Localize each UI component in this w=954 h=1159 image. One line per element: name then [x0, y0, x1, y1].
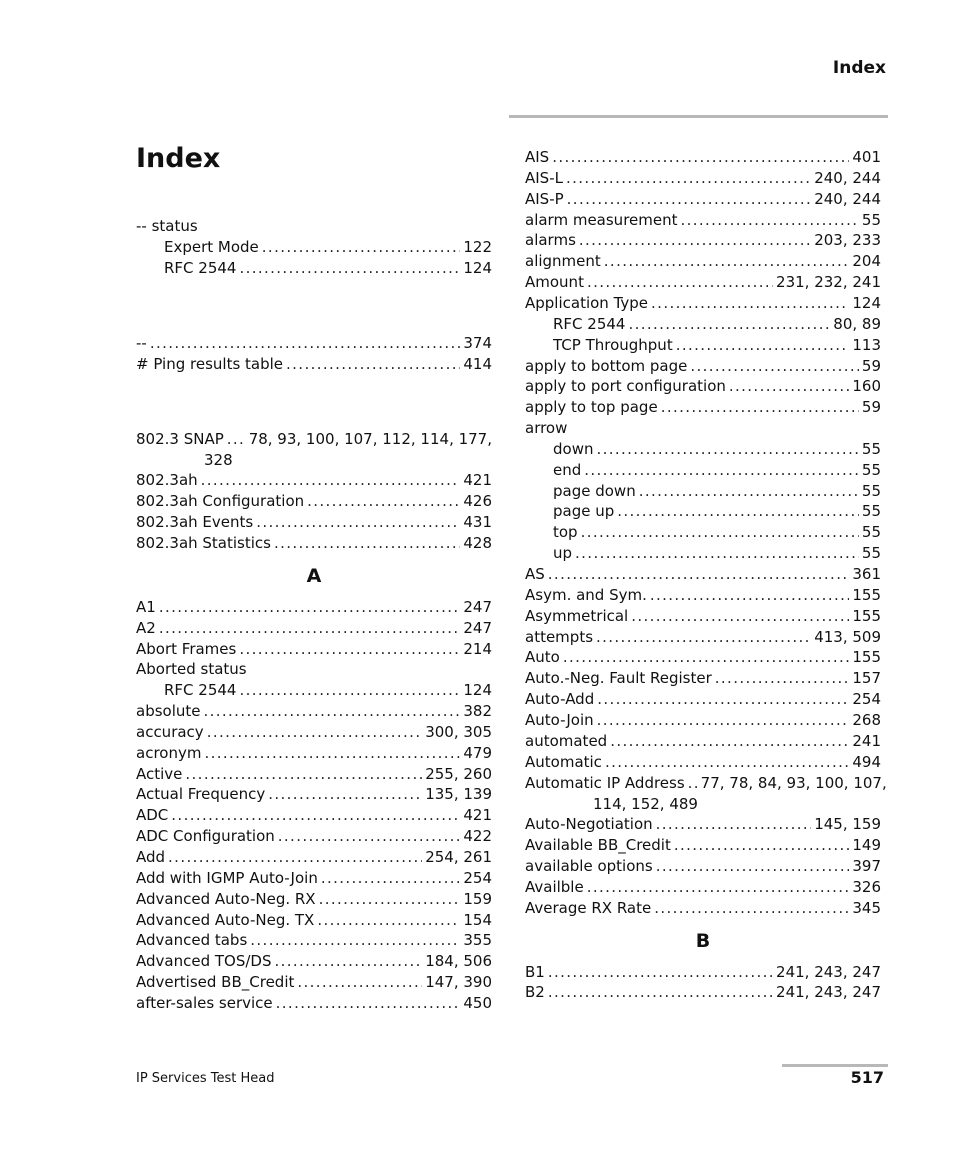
index-term: Available BB_Credit	[525, 836, 671, 855]
footer-rule	[782, 1064, 888, 1067]
index-subentry	[553, 460, 881, 481]
index-entry	[525, 397, 881, 418]
index-term: after-sales service	[136, 993, 273, 1012]
index-subentry	[164, 237, 492, 258]
dot-leader	[676, 335, 850, 356]
index-entry	[525, 856, 881, 877]
index-page-numbers: 374	[463, 333, 492, 352]
index-page-numbers: 145, 159	[814, 815, 881, 834]
index-entry	[525, 168, 881, 189]
index-entry	[525, 606, 881, 627]
index-term: alarm measurement	[525, 210, 678, 229]
index-letter-heading: B	[695, 929, 711, 952]
index-page-numbers: 55	[861, 502, 881, 521]
index-entry	[136, 597, 492, 618]
index-entry	[136, 972, 492, 993]
index-entry	[136, 701, 492, 722]
index-page-numbers: 254	[852, 690, 881, 709]
index-term: available options	[525, 856, 653, 875]
index-page-numbers: 113	[852, 335, 881, 354]
index-page-numbers: 55	[861, 481, 881, 500]
index-page-numbers: 154	[463, 910, 492, 929]
dot-leader	[563, 647, 850, 668]
dot-leader	[680, 210, 858, 231]
index-term: top	[553, 523, 578, 542]
index-entry	[525, 356, 881, 377]
dot-leader	[610, 731, 849, 752]
index-entry	[136, 764, 492, 785]
footer-page-number: 517	[850, 1068, 884, 1087]
index-term: Application Type	[525, 293, 649, 312]
dot-leader	[278, 826, 461, 847]
page-title: Index	[136, 143, 221, 174]
index-page-numbers: 413, 509	[814, 627, 881, 646]
index-entry	[136, 354, 492, 375]
index-page-numbers: 184, 506	[425, 952, 492, 971]
index-term: attempts	[525, 627, 594, 646]
index-entry	[525, 814, 881, 835]
dot-leader	[227, 429, 246, 450]
index-entry	[525, 668, 881, 689]
dot-leader	[579, 230, 811, 251]
dot-leader	[256, 512, 460, 533]
index-page-numbers: 214	[463, 639, 492, 658]
index-page-numbers: 241	[852, 731, 881, 750]
index-entry	[525, 731, 881, 752]
index-subentry	[553, 501, 881, 522]
index-page-numbers: 203, 233	[814, 231, 881, 250]
index-entry	[525, 982, 881, 1003]
index-page-numbers: 55	[861, 523, 881, 542]
index-entry	[136, 470, 492, 491]
dot-leader	[552, 147, 849, 168]
index-page-numbers: 147, 390	[425, 973, 492, 992]
dot-leader	[604, 251, 850, 272]
index-term: 802.3ah Statistics	[136, 533, 271, 552]
index-entry	[136, 930, 492, 951]
dot-leader	[729, 376, 849, 397]
index-page-numbers: 122	[463, 237, 492, 256]
index-entry	[525, 293, 881, 314]
index-term: alignment	[525, 252, 601, 271]
index-term: Auto-Negotiation	[525, 815, 653, 834]
index-term: Actual Frequency	[136, 785, 266, 804]
index-term: --	[136, 333, 147, 352]
dot-leader	[319, 889, 461, 910]
index-term: ADC	[136, 806, 169, 825]
index-entry	[136, 533, 492, 554]
index-term: AS	[525, 565, 545, 583]
index-page-numbers: 254	[463, 868, 492, 887]
dot-leader	[715, 668, 850, 689]
index-term: 802.3ah Events	[136, 512, 254, 531]
index-entry	[525, 189, 881, 210]
index-entry	[136, 659, 492, 680]
index-page-numbers: 421	[463, 806, 492, 825]
dot-leader	[651, 293, 849, 314]
index-entry	[136, 429, 492, 471]
index-entry	[136, 889, 492, 910]
index-page-numbers-continued: 114, 152, 489	[593, 794, 698, 813]
index-page-numbers: 55	[861, 439, 881, 458]
index-entry	[525, 564, 881, 585]
index-term: Amount	[525, 273, 584, 292]
index-term: TCP Throughput	[553, 335, 673, 354]
index-term: Add	[136, 848, 166, 866]
index-entry	[136, 805, 492, 826]
dot-leader	[688, 773, 698, 794]
index-term: apply to port configuration	[525, 377, 726, 396]
index-page-numbers: 382	[463, 702, 492, 721]
index-term: Add with IGMP Auto-Join	[136, 868, 318, 887]
index-term: alarms	[525, 231, 576, 250]
index-term: A2	[136, 618, 156, 637]
index-term: B2	[525, 983, 545, 1002]
dot-leader	[204, 701, 461, 722]
index-subentry	[164, 258, 492, 279]
index-page-numbers: 345	[852, 898, 881, 917]
index-page-numbers: 254, 261	[425, 848, 492, 866]
dot-leader	[575, 543, 859, 564]
dot-leader	[639, 481, 859, 502]
index-entry	[136, 512, 492, 533]
index-page-numbers: 450	[463, 993, 492, 1012]
dot-leader	[631, 606, 849, 627]
dot-leader	[268, 784, 422, 805]
index-page-numbers: 428	[463, 533, 492, 552]
index-term: Automatic IP Address	[525, 773, 685, 792]
index-subentry	[164, 680, 492, 701]
dot-leader	[250, 930, 460, 951]
index-page-numbers: 80, 89	[833, 314, 881, 333]
index-page-numbers: 160	[852, 377, 881, 396]
index-page-numbers: 241, 243, 247	[776, 983, 881, 1002]
index-page-numbers: 426	[463, 492, 492, 511]
index-entry	[525, 585, 881, 606]
index-entry	[136, 847, 492, 868]
index-entry	[136, 216, 492, 237]
index-term: AIS-P	[525, 189, 564, 208]
index-entry	[525, 210, 881, 231]
index-term: 802.3ah Configuration	[136, 492, 305, 511]
index-term: end	[553, 460, 582, 479]
dot-leader	[596, 439, 858, 460]
index-subentry	[553, 522, 881, 543]
dot-leader	[159, 597, 461, 618]
index-term: AIS	[525, 148, 550, 166]
index-term: Asymmetrical	[525, 606, 629, 625]
index-subentry	[553, 543, 881, 564]
index-page-numbers: 240, 244	[814, 168, 881, 187]
index-term: 802.3 SNAP	[136, 429, 224, 448]
index-page-numbers: 124	[463, 258, 492, 277]
dot-leader	[597, 710, 850, 731]
index-page-numbers: 414	[463, 354, 492, 373]
index-page-numbers: 479	[463, 743, 492, 762]
dot-leader	[204, 743, 460, 764]
index-entry	[136, 784, 492, 805]
index-entry	[136, 826, 492, 847]
dot-leader	[650, 585, 849, 606]
dot-leader	[286, 354, 460, 375]
index-subentry	[553, 439, 881, 460]
index-page-numbers: 241, 243, 247	[776, 962, 881, 981]
index-term: Advanced Auto-Neg. TX	[136, 910, 315, 929]
dot-leader	[566, 168, 811, 189]
index-page-numbers: 247	[463, 618, 492, 637]
index-page-numbers: 355	[463, 931, 492, 950]
index-page-numbers: 124	[463, 681, 492, 700]
dot-leader	[207, 722, 423, 743]
index-entry	[136, 993, 492, 1014]
index-term: Asym. and Sym.	[525, 585, 647, 604]
dot-leader	[617, 501, 859, 522]
index-page-numbers: 326	[852, 877, 881, 896]
index-page-numbers: 401	[852, 148, 881, 166]
dot-leader	[605, 752, 849, 773]
dot-leader	[548, 962, 773, 983]
index-page-numbers: 494	[852, 752, 881, 771]
index-term: Advanced Auto-Neg. RX	[136, 889, 316, 908]
index-entry	[136, 951, 492, 972]
index-page-numbers: 149	[852, 836, 881, 855]
index-page-numbers: 55	[861, 460, 881, 479]
dot-leader	[168, 847, 422, 868]
header-rule	[509, 115, 888, 118]
dot-leader	[307, 491, 460, 512]
index-entry	[136, 722, 492, 743]
dot-leader	[321, 868, 461, 889]
dot-leader	[548, 982, 773, 1003]
dot-leader	[239, 639, 460, 660]
index-letter-heading: A	[306, 564, 322, 587]
dot-leader	[239, 258, 460, 279]
index-page-numbers: 155	[852, 585, 881, 604]
index-term: Aborted status	[136, 660, 247, 679]
dot-leader	[674, 835, 850, 856]
dot-leader	[171, 805, 460, 826]
index-term: Advanced tabs	[136, 931, 248, 950]
index-page-numbers: 268	[852, 710, 881, 729]
index-term: apply to top page	[525, 398, 658, 417]
index-entry	[525, 773, 887, 815]
dot-leader	[201, 470, 461, 491]
dot-leader	[159, 618, 461, 639]
dot-leader	[587, 877, 850, 898]
index-entry	[525, 376, 881, 397]
index-term: Average RX Rate	[525, 898, 652, 917]
index-entry	[136, 639, 492, 660]
index-subentry	[553, 335, 881, 356]
dot-leader	[274, 951, 422, 972]
index-entry	[525, 962, 881, 983]
dot-leader	[597, 689, 849, 710]
index-term: down	[553, 439, 594, 458]
index-term: AIS-L	[525, 168, 563, 187]
index-page-numbers: 300, 305	[425, 722, 492, 741]
index-entry	[136, 491, 492, 512]
dot-leader	[581, 522, 859, 543]
index-entry	[136, 333, 492, 354]
dot-leader	[262, 237, 461, 258]
index-term: RFC 2544	[553, 314, 626, 333]
index-page-numbers: 59	[861, 398, 881, 417]
index-entry	[136, 743, 492, 764]
index-page-numbers: 155	[852, 606, 881, 625]
index-term: absolute	[136, 702, 201, 721]
index-term: A1	[136, 597, 156, 616]
index-term: automated	[525, 731, 608, 750]
index-entry	[525, 627, 881, 648]
dot-leader	[596, 627, 811, 648]
dot-leader	[150, 333, 461, 354]
dot-leader	[690, 356, 859, 377]
index-term: Auto-Add	[525, 690, 595, 709]
index-term: Advertised BB_Credit	[136, 973, 295, 992]
dot-leader	[661, 397, 859, 418]
dot-leader	[654, 898, 849, 919]
dot-leader	[587, 272, 773, 293]
index-term: Abort Frames	[136, 639, 237, 658]
dot-leader	[297, 972, 422, 993]
index-entry	[136, 910, 492, 931]
dot-leader	[274, 533, 460, 554]
index-term: apply to bottom page	[525, 356, 688, 375]
index-term: Automatic	[525, 752, 602, 771]
index-term: RFC 2544	[164, 258, 237, 277]
index-page-numbers: 204	[852, 252, 881, 271]
index-page-numbers: 55	[861, 210, 881, 229]
index-term: Auto	[525, 648, 560, 667]
index-term: page down	[553, 481, 636, 500]
index-entry	[525, 272, 881, 293]
index-term: Auto.-Neg. Fault Register	[525, 669, 712, 688]
dot-leader	[548, 564, 850, 585]
index-entry	[525, 710, 881, 731]
index-term: -- status	[136, 217, 198, 235]
index-page-numbers: 422	[463, 827, 492, 846]
index-subentry	[553, 314, 881, 335]
index-page-numbers: 421	[463, 471, 492, 490]
footer-doc-title: IP Services Test Head	[136, 1071, 275, 1086]
index-entry	[525, 689, 881, 710]
dot-leader	[656, 856, 850, 877]
index-page-numbers: 135, 139	[425, 785, 492, 804]
dot-leader	[628, 314, 830, 335]
index-page-numbers-continued: 328	[204, 450, 233, 469]
index-subentry	[553, 481, 881, 502]
index-page-numbers: 255, 260	[425, 764, 492, 783]
index-term: page up	[553, 502, 615, 521]
index-entry	[136, 868, 492, 889]
index-page-numbers: 397	[852, 856, 881, 875]
index-page-numbers: 247	[463, 597, 492, 616]
index-page-numbers: 124	[852, 293, 881, 312]
index-entry	[525, 251, 881, 272]
index-entry	[525, 418, 881, 439]
index-term: 802.3ah	[136, 471, 198, 490]
index-entry	[525, 877, 881, 898]
index-page-numbers: 155	[852, 648, 881, 667]
index-page-numbers: 77, 78, 84, 93, 100, 107,	[700, 773, 887, 792]
index-term: accuracy	[136, 722, 204, 741]
index-page-numbers: 431	[463, 512, 492, 531]
dot-leader	[276, 993, 461, 1014]
index-term: up	[553, 544, 573, 563]
index-entry	[525, 898, 881, 919]
dot-leader	[185, 764, 422, 785]
index-page-numbers: 59	[861, 356, 881, 375]
index-entry	[136, 618, 492, 639]
index-page-numbers: 157	[852, 669, 881, 688]
dot-leader	[584, 460, 859, 481]
index-term: RFC 2544	[164, 681, 237, 700]
dot-leader	[317, 910, 460, 931]
index-page-numbers: 55	[861, 544, 881, 563]
index-term: # Ping results table	[136, 354, 284, 373]
index-entry	[525, 647, 881, 668]
index-page-numbers: 240, 244	[814, 189, 881, 208]
index-term: Active	[136, 764, 183, 783]
dot-leader	[239, 680, 460, 701]
index-entry	[525, 835, 881, 856]
index-term: ADC Configuration	[136, 827, 275, 846]
index-entry	[525, 147, 881, 168]
running-head: Index	[832, 58, 886, 78]
index-term: Auto-Join	[525, 710, 594, 729]
index-page-numbers: 159	[463, 889, 492, 908]
index-term: acronym	[136, 743, 202, 762]
index-term: Advanced TOS/DS	[136, 952, 272, 971]
index-term: arrow	[525, 419, 568, 438]
index-page-numbers: 361	[852, 565, 881, 583]
index-term: B1	[525, 962, 545, 981]
dot-leader	[567, 189, 812, 210]
index-term: Expert Mode	[164, 237, 259, 256]
index-term: Availble	[525, 877, 584, 896]
dot-leader	[656, 814, 812, 835]
index-page-numbers: 231, 232, 241	[776, 273, 881, 292]
index-entry	[525, 230, 881, 251]
index-entry	[525, 752, 881, 773]
index-page-numbers: 78, 93, 100, 107, 112, 114, 177,	[248, 429, 492, 448]
